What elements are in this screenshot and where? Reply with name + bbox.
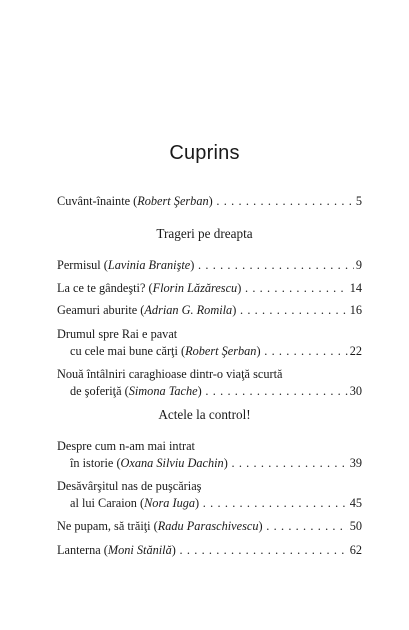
entry-page-number: 9 xyxy=(355,258,362,272)
entry-page-number: 22 xyxy=(349,344,362,358)
toc-entry[interactable]: Permisul (Lavinia Branişte) . . . 9 xyxy=(57,257,362,274)
toc-entry[interactable]: Ne pupam, să trăiţi (Radu Paraschivescu) . . . 50 xyxy=(57,518,362,535)
entry-title: în istorie ( xyxy=(70,456,121,470)
entry-title: Ne pupam, să trăiţi ( xyxy=(57,519,158,533)
section-heading: Trageri pe dreapta xyxy=(156,226,253,241)
entry-title-line1: Desăvârşitul nas de puşcăriaş xyxy=(57,479,202,493)
toc-entry[interactable]: Nouă întâlniri caraghioase dintr-o viaţă scurtă de şoferiţă (Simona Tache) . . . 30 xyxy=(57,366,362,400)
entry-title: Permisul ( xyxy=(57,258,108,272)
entry-title-line1: Drumul spre Rai e pavat xyxy=(57,327,178,341)
entry-author: Moni Stănilă xyxy=(107,543,172,557)
entry-page-number: 39 xyxy=(349,456,362,470)
entry-page-number: 30 xyxy=(349,384,362,398)
entry-title: Geamuri aburite ( xyxy=(57,303,145,317)
toc-entry[interactable]: Despre cum n-am mai intrat în istorie (Oxana Silviu Dachin) . . . 39 xyxy=(57,438,362,472)
entry-page-number: 50 xyxy=(349,519,362,533)
toc-entry[interactable]: Desăvârşitul nas de puşcăriaş al lui Caraion (Nora Iuga) . . . 45 xyxy=(57,478,362,512)
toc-entry[interactable]: Geamuri aburite (Adrian G. Romila) . . . 16 xyxy=(57,302,362,319)
entry-title: La ce te gândeşti? ( xyxy=(57,281,153,295)
entry-title: al lui Caraion ( xyxy=(70,496,145,510)
toc-entry-foreword[interactable] xyxy=(57,193,362,210)
entry-author: Oxana Silviu Dachin xyxy=(120,456,224,470)
entry-author: Simona Tache xyxy=(128,384,198,398)
entry-author: Robert Şerban xyxy=(137,194,209,208)
entry-page-number: 62 xyxy=(349,543,362,557)
entry-author: Robert Şerban xyxy=(185,344,257,358)
entry-title: Cuvânt-înainte ( xyxy=(57,194,138,208)
entry-page-number: 14 xyxy=(349,281,362,295)
entry-author: Adrian G. Romila xyxy=(144,303,233,317)
entry-author: Nora Iuga xyxy=(144,496,196,510)
entry-author: Lavinia Branişte xyxy=(107,258,191,272)
entry-page-number: 16 xyxy=(349,303,362,317)
page-title: Cuprins xyxy=(169,142,240,164)
toc-entry-row: Cuvânt-înainte (Robert Şerban) . . . 5 xyxy=(57,193,362,210)
entry-page-number: 45 xyxy=(349,496,362,510)
toc-entry[interactable]: Lanterna (Moni Stănilă) . . . 62 xyxy=(57,542,362,559)
entry-title: de şoferiţă ( xyxy=(70,384,129,398)
entry-title-line1: Nouă întâlniri caraghioase dintr-o viaţă scurtă xyxy=(57,367,283,381)
section-heading: Actele la control! xyxy=(158,407,251,422)
entry-title: cu cele mai bune cărţi ( xyxy=(70,344,186,358)
entry-title: Lanterna ( xyxy=(57,543,108,557)
entry-author: Florin Lăzărescu xyxy=(152,281,238,295)
toc-entry[interactable]: Drumul spre Rai e pavat cu cele mai bune cărţi (Robert Şerban) . . . 22 xyxy=(57,326,362,360)
entry-title-line1: Despre cum n-am mai intrat xyxy=(57,439,195,453)
entry-author: Radu Paraschivescu xyxy=(157,519,259,533)
toc-entry[interactable]: La ce te gândeşti? (Florin Lăzărescu) . . . 14 xyxy=(57,280,362,297)
entry-page-number: 5 xyxy=(355,194,362,208)
